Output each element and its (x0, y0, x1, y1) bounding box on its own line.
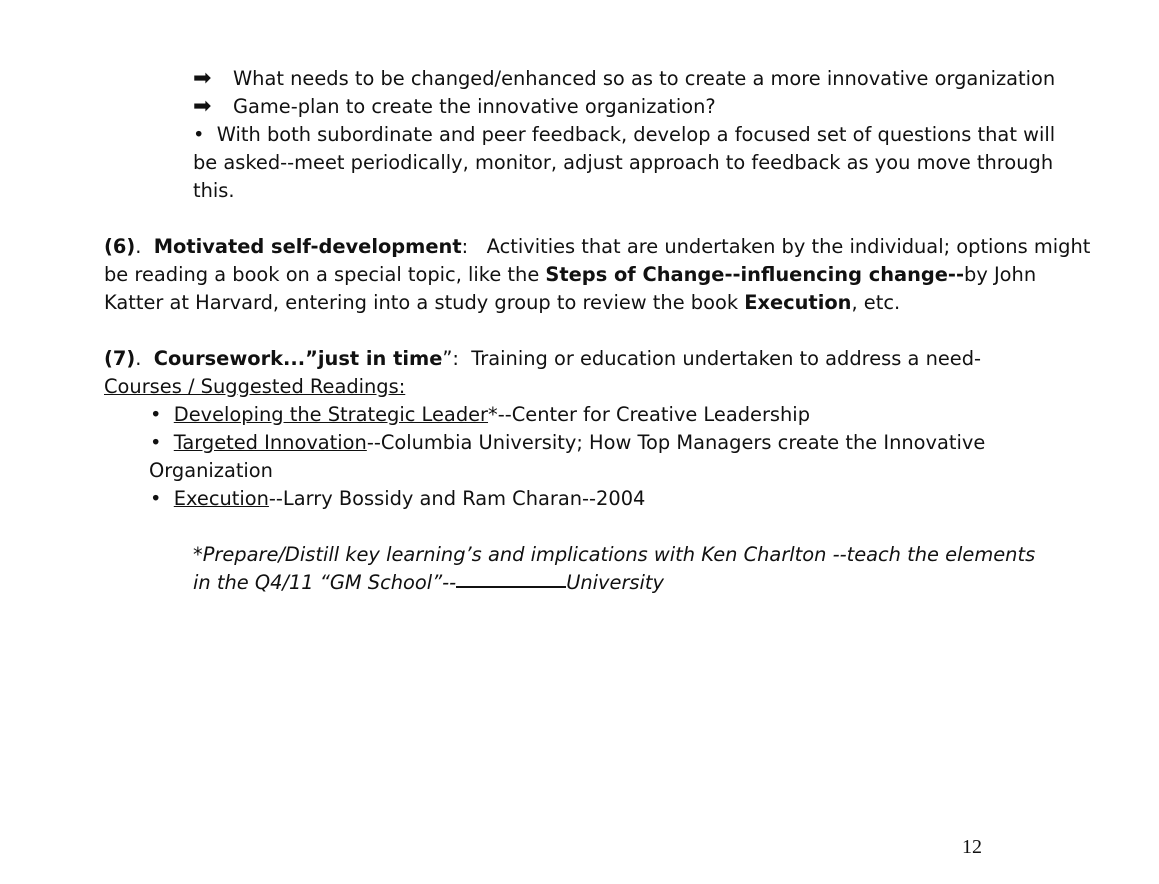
bullet-icon: • (193, 123, 205, 146)
bullet-icon: • (150, 431, 162, 454)
section-text: , etc. (851, 291, 901, 314)
course-title: Execution (173, 487, 269, 510)
course-item (150, 401, 810, 429)
section-6-line (104, 289, 900, 317)
note-text: *Prepare/Distill key learning’s and implications with Ken Charlton --teach the elements (193, 543, 1036, 566)
note-text: in the Q4/11 “GM School”-- (193, 571, 457, 594)
feedback-line (193, 149, 1053, 177)
section-text: Katter at Harvard, entering into a study group to review the book (104, 291, 745, 314)
course-detail: *--Center for Creative Leadership (488, 403, 811, 426)
section-text: Activities that are undertaken by the individual; options might (486, 235, 1091, 258)
course-detail: --Columbia University; How Top Managers create the Innovative (366, 431, 986, 454)
section-7-heading-line: (7). Coursework...”just in time”: Training or education undertaken to address a need- (104, 347, 982, 370)
courses-heading (104, 373, 405, 401)
feedback-text: With both subordinate and peer feedback, develop a focused set of questions that will (216, 123, 1056, 146)
right-arrow-icon: ➡ (193, 94, 212, 119)
feedback-text: this. (193, 179, 235, 202)
section-6-line (104, 261, 1036, 289)
arrow-item (193, 65, 1055, 93)
note-line (193, 541, 1035, 569)
arrow-item-text: What needs to be changed/enhanced so as to create a more innovative organization (233, 67, 1056, 90)
page-number: 12 (962, 836, 982, 858)
courses-heading-text: Courses / Suggested Readings: (104, 375, 406, 398)
section-title-emphasis: just in time (317, 347, 443, 370)
course-item (150, 485, 645, 513)
course-title: Targeted Innovation (173, 431, 367, 454)
section-number: (7) (104, 347, 136, 370)
section-text: by John (964, 263, 1037, 286)
arrow-item (193, 93, 716, 121)
fill-in-blank (456, 586, 566, 588)
feedback-bullet-line (193, 121, 1055, 149)
course-title: Developing the Strategic Leader (173, 403, 489, 426)
bullet-icon: • (150, 403, 162, 426)
course-item-continuation (149, 457, 273, 485)
section-number: (6) (104, 235, 136, 258)
section-title: Coursework...” (153, 347, 318, 370)
book-title: Execution (744, 291, 852, 314)
section-title: Motivated self-development (153, 235, 462, 258)
course-detail: --Larry Bossidy and Ram Charan--2004 (268, 487, 646, 510)
arrow-item-text: Game-plan to create the innovative organization? (233, 95, 716, 118)
section-text: Training or education undertaken to address a need- (471, 347, 982, 370)
course-item (150, 429, 985, 457)
section-6-heading-line: (6). Motivated self-development: Activities that are undertaken by the individual; options might (104, 235, 1091, 258)
feedback-text: be asked--meet periodically, monitor, adjust approach to feedback as you move through (193, 151, 1054, 174)
bullet-icon: • (150, 487, 162, 510)
course-detail: Organization (149, 459, 273, 482)
note-text: University (566, 571, 665, 594)
section-title-end: ”: (442, 347, 459, 370)
note-line (193, 569, 664, 597)
right-arrow-icon: ➡ (193, 66, 212, 91)
feedback-line (193, 177, 235, 205)
book-title: Steps of Change--influencing change-- (545, 263, 965, 286)
section-text: be reading a book on a special topic, like the (104, 263, 546, 286)
